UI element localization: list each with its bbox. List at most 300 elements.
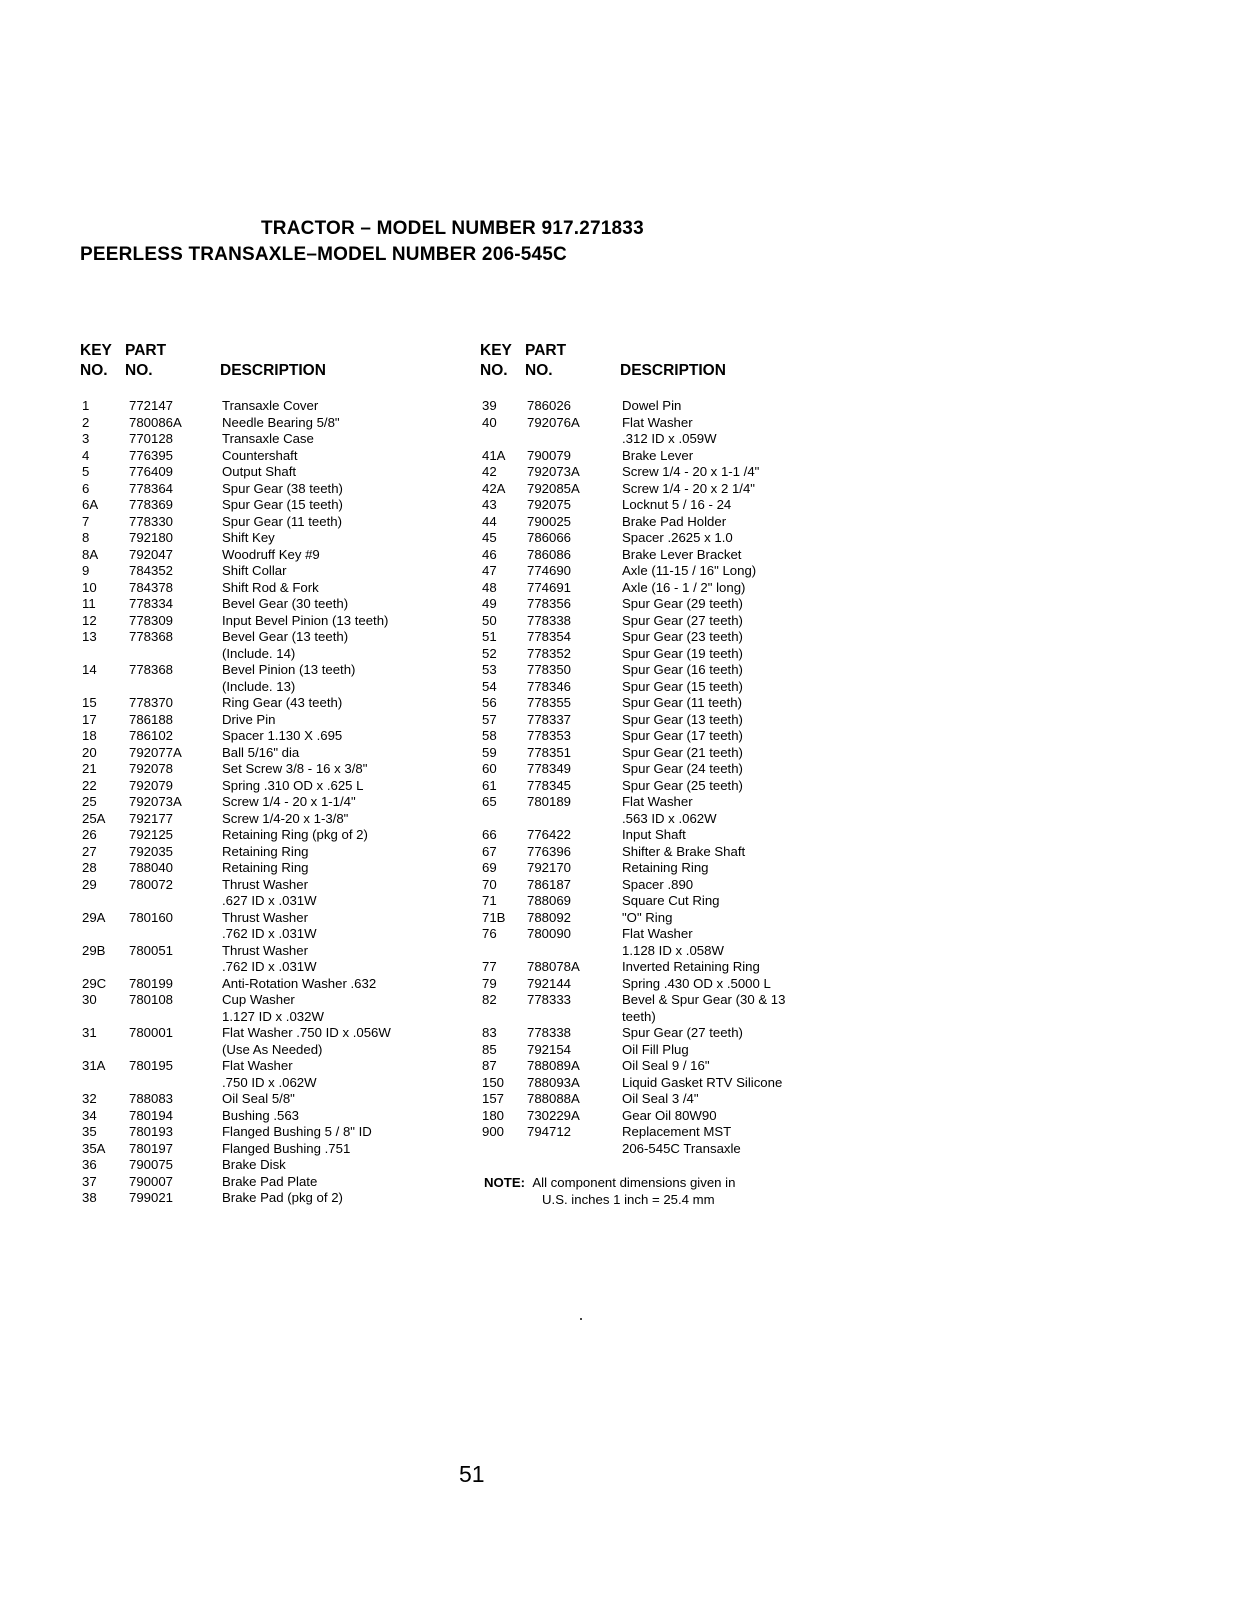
- table-row: [480, 959, 900, 976]
- part-no: 778353: [527, 728, 572, 743]
- part-no: 792154: [527, 1041, 572, 1057]
- part-no: 774690: [527, 563, 572, 578]
- part-header-no: NO.: [525, 362, 553, 379]
- description: Drive Pin: [222, 711, 276, 727]
- part-no: 780189: [527, 794, 572, 809]
- part-no: 778337: [527, 711, 572, 727]
- key-no: 61: [482, 777, 497, 793]
- description: Spring .430 OD x .5000 L: [622, 975, 771, 991]
- description: .750 ID x .062W: [222, 1074, 317, 1090]
- table-row: [80, 778, 480, 795]
- table-row: [80, 860, 480, 877]
- part-no: 778351: [527, 744, 572, 760]
- table-row: [80, 811, 480, 828]
- description: Flat Washer: [622, 414, 693, 430]
- key-no: 66: [482, 827, 497, 842]
- table-row: [480, 1042, 900, 1059]
- description: Woodruff Key #9: [222, 546, 320, 562]
- description: Spacer .890: [622, 876, 694, 892]
- description: Spur Gear (21 teeth): [622, 744, 743, 760]
- table-row: [480, 1009, 900, 1026]
- description: Shifter & Brake Shaft: [622, 843, 746, 859]
- parts-table-left: [80, 342, 480, 1207]
- part-no: 792177: [129, 810, 174, 826]
- key-no: 11: [82, 596, 96, 611]
- description: Transaxle Case: [222, 431, 314, 446]
- table-row: [480, 745, 900, 762]
- table-row: [480, 1141, 900, 1158]
- description: Ring Gear (43 teeth): [222, 695, 343, 710]
- part-no: 780086A: [129, 414, 182, 430]
- part-no: 780160: [129, 909, 174, 925]
- part-no: 778309: [129, 612, 174, 628]
- key-header-no: NO.: [80, 362, 108, 379]
- description: Spur Gear (24 teeth): [622, 761, 743, 776]
- description: Retaining Ring: [622, 860, 709, 875]
- key-no: 7: [82, 513, 90, 529]
- key-no: 10: [82, 579, 97, 595]
- part-no: 774691: [527, 579, 572, 595]
- description-header: DESCRIPTION: [220, 362, 326, 379]
- table-row: [80, 398, 480, 415]
- table-row: [480, 761, 900, 778]
- table-row: [480, 530, 900, 547]
- key-no: 40: [482, 414, 497, 430]
- key-no: 6: [82, 480, 90, 496]
- table-row: [480, 1075, 900, 1092]
- part-no: 780001: [129, 1025, 174, 1040]
- key-no: 17: [82, 711, 97, 727]
- key-no: 2: [82, 414, 90, 430]
- table-row: [80, 1108, 480, 1125]
- table-row: [80, 481, 480, 498]
- part-no: 778334: [129, 596, 174, 611]
- table-row: [80, 827, 480, 844]
- description: Countershaft: [222, 447, 298, 463]
- part-no: 792144: [527, 975, 572, 991]
- part-no: 792035: [129, 843, 174, 859]
- key-no: 58: [482, 728, 497, 743]
- description: Inverted Retaining Ring: [622, 959, 760, 974]
- key-no: 28: [82, 860, 97, 875]
- note-line2: U.S. inches 1 inch = 25.4 mm: [542, 1192, 715, 1207]
- description: Shift Rod & Fork: [222, 579, 319, 595]
- part-no: 778338: [527, 1025, 572, 1040]
- table-row: [80, 695, 480, 712]
- key-no: 87: [482, 1058, 497, 1073]
- part-no: 780051: [129, 942, 174, 958]
- description: .762 ID x .031W: [222, 959, 317, 974]
- table-row: [480, 464, 900, 481]
- key-header-no: NO.: [480, 362, 508, 379]
- table-row: [80, 431, 480, 448]
- table-row: [480, 778, 900, 795]
- key-no: 25: [82, 794, 97, 809]
- part-no: 776395: [129, 447, 174, 463]
- table-row: [80, 1091, 480, 1108]
- table-row: [480, 860, 900, 877]
- key-no: 32: [82, 1091, 97, 1106]
- key-no: 31A: [82, 1058, 106, 1073]
- part-no: 788078A: [527, 959, 580, 974]
- key-no: 6A: [82, 497, 99, 512]
- key-no: 41A: [482, 447, 506, 463]
- part-no: 778370: [129, 695, 174, 710]
- key-no: 29A: [82, 909, 106, 925]
- table-row: [80, 1190, 480, 1207]
- table-row: [80, 926, 480, 943]
- part-no: 784378: [129, 579, 174, 595]
- description: Spur Gear (15 teeth): [222, 497, 343, 512]
- table-row: [80, 1157, 480, 1174]
- description: Replacement MST: [622, 1124, 732, 1139]
- part-no: 786102: [129, 728, 174, 743]
- table-row: [80, 679, 480, 696]
- description: Axle (11-15 / 16" Long): [622, 563, 757, 578]
- part-no: 788083: [129, 1091, 174, 1106]
- key-no: 49: [482, 596, 497, 611]
- table-row: [80, 563, 480, 580]
- description: Anti-Rotation Washer .632: [222, 975, 377, 991]
- part-no: 792180: [129, 530, 174, 545]
- part-no: 778330: [129, 513, 174, 529]
- description: Spur Gear (38 teeth): [222, 480, 343, 496]
- table-row: [480, 695, 900, 712]
- description: Spur Gear (23 teeth): [622, 629, 743, 644]
- description: Flat Washer: [222, 1058, 293, 1073]
- key-no: 36: [82, 1157, 97, 1172]
- table-row: [480, 794, 900, 811]
- description: Spur Gear (27 teeth): [622, 1025, 743, 1040]
- table-row: [80, 910, 480, 927]
- description: Axle (16 - 1 / 2" long): [622, 579, 746, 595]
- part-no: 770128: [129, 431, 174, 446]
- key-no: 34: [82, 1107, 97, 1123]
- description: Dowel Pin: [622, 398, 682, 413]
- description: Oil Seal 3 /4": [622, 1091, 699, 1106]
- table-row: [80, 976, 480, 993]
- key-no: 54: [482, 678, 497, 694]
- table-row: [480, 563, 900, 580]
- part-no: 780090: [527, 926, 572, 941]
- part-no: 778368: [129, 629, 174, 644]
- description: Thrust Washer: [222, 876, 308, 892]
- part-no: 792076A: [527, 414, 580, 430]
- table-row: [80, 893, 480, 910]
- description: Thrust Washer: [222, 942, 308, 958]
- description: Spur Gear (11 teeth): [222, 513, 342, 529]
- description: Bevel Gear (30 teeth): [222, 596, 349, 611]
- part-no: 778350: [527, 662, 572, 677]
- key-no: 13: [82, 629, 97, 644]
- table-row: [480, 415, 900, 432]
- description: Brake Pad Plate: [222, 1173, 318, 1189]
- key-no: 20: [82, 744, 97, 760]
- part-no: 784352: [129, 563, 174, 578]
- description: Needle Bearing 5/8": [222, 414, 340, 430]
- table-row: [80, 761, 480, 778]
- description: Transaxle Cover: [222, 398, 319, 413]
- part-no: 730229A: [527, 1107, 580, 1123]
- table-row: [80, 943, 480, 960]
- key-no: 9: [82, 563, 90, 578]
- table-row: [80, 547, 480, 564]
- part-no: 778346: [527, 678, 572, 694]
- part-no: 788089A: [527, 1058, 580, 1073]
- key-no: 29B: [82, 942, 106, 958]
- table-row: [80, 1058, 480, 1075]
- key-no: 5: [82, 464, 90, 479]
- key-no: 60: [482, 761, 497, 776]
- table-row: [80, 794, 480, 811]
- key-no: 71B: [482, 909, 506, 925]
- table-header: [480, 342, 900, 398]
- description: Spacer .2625 x 1.0: [622, 530, 733, 545]
- description: Cup Washer: [222, 992, 295, 1007]
- key-no: 157: [482, 1091, 505, 1106]
- part-no: 792073A: [129, 794, 182, 809]
- key-no: 51: [482, 629, 497, 644]
- page-title: TRACTOR – MODEL NUMBER 917.271833: [261, 218, 644, 239]
- key-no: 42: [482, 464, 497, 479]
- table-row: [80, 1174, 480, 1191]
- table-row: [80, 1075, 480, 1092]
- part-no: 778333: [527, 992, 572, 1007]
- description: Brake Disk: [222, 1157, 286, 1172]
- part-no: 786086: [527, 546, 572, 562]
- description: 206-545C Transaxle: [622, 1140, 741, 1156]
- table-row: [480, 1124, 900, 1141]
- table-row: [480, 893, 900, 910]
- key-no: 31: [82, 1025, 97, 1040]
- description: Flat Washer: [622, 794, 693, 809]
- description: Oil Seal 9 / 16": [622, 1058, 710, 1073]
- part-no: 792073A: [527, 464, 580, 479]
- table-row: [480, 1058, 900, 1075]
- part-no: 790079: [527, 447, 572, 463]
- description: Bevel Gear (13 teeth): [222, 629, 349, 644]
- part-no: 790025: [527, 513, 572, 529]
- key-no: 29C: [82, 975, 107, 991]
- description: Spur Gear (16 teeth): [622, 662, 743, 677]
- table-row: [480, 943, 900, 960]
- description: Shift Key: [222, 530, 275, 545]
- part-no: 792085A: [527, 480, 580, 496]
- key-no: 12: [82, 612, 97, 628]
- description: Spacer 1.130 X .695: [222, 728, 343, 743]
- parts-table-right: [480, 342, 900, 1157]
- description: Screw 1/4 - 20 x 2 1/4": [622, 480, 755, 496]
- description: Liquid Gasket RTV Silicone: [622, 1074, 783, 1090]
- table-row: [480, 629, 900, 646]
- key-no: 8: [82, 530, 90, 545]
- part-no: 780195: [129, 1058, 174, 1073]
- table-row: [80, 646, 480, 663]
- description: Spur Gear (19 teeth): [622, 645, 743, 661]
- key-no: 46: [482, 546, 497, 562]
- note-line1: All component dimensions given in: [532, 1175, 736, 1190]
- description: Screw 1/4-20 x 1-3/8": [222, 810, 349, 826]
- part-no: 780194: [129, 1107, 174, 1123]
- description: Screw 1/4 - 20 x 1-1/4": [222, 794, 356, 809]
- table-row: [480, 844, 900, 861]
- page-number: 51: [459, 1461, 485, 1487]
- part-no: 790007: [129, 1173, 174, 1189]
- part-no: 772147: [129, 398, 174, 413]
- table-row: [480, 448, 900, 465]
- note: [484, 1174, 735, 1208]
- description: Brake Pad Holder: [622, 513, 727, 529]
- key-no: 18: [82, 728, 97, 743]
- part-header: PART: [525, 342, 567, 359]
- part-no: 788088A: [527, 1091, 580, 1106]
- key-no: 79: [482, 975, 497, 991]
- table-row: [480, 1091, 900, 1108]
- part-no: 776409: [129, 464, 174, 479]
- key-no: 77: [482, 959, 497, 974]
- key-no: 52: [482, 645, 497, 661]
- table-row: [480, 398, 900, 415]
- table-row: [80, 1141, 480, 1158]
- table-row: [80, 530, 480, 547]
- description: Bevel Pinion (13 teeth): [222, 662, 356, 677]
- part-no: 780199: [129, 975, 174, 991]
- key-no: 70: [482, 876, 497, 892]
- table-row: [480, 596, 900, 613]
- description: Spur Gear (11 teeth): [622, 695, 742, 710]
- key-no: 57: [482, 711, 497, 727]
- description: Flat Washer: [622, 926, 693, 941]
- table-row: [80, 877, 480, 894]
- part-no: 792079: [129, 777, 174, 793]
- table-row: [480, 514, 900, 531]
- key-no: 35A: [82, 1140, 106, 1156]
- table-row: [80, 464, 480, 481]
- description: Retaining Ring: [222, 860, 309, 875]
- table-row: [80, 596, 480, 613]
- key-no: 22: [82, 777, 97, 793]
- table-row: [480, 547, 900, 564]
- key-header: KEY: [80, 342, 112, 359]
- description: 1.127 ID x .032W: [222, 1008, 324, 1024]
- description: Retaining Ring: [222, 843, 309, 859]
- key-no: 47: [482, 563, 497, 578]
- table-row: [80, 844, 480, 861]
- description: Input Shaft: [622, 827, 686, 842]
- part-no: 786188: [129, 711, 174, 727]
- key-no: 59: [482, 744, 497, 760]
- description: Ball 5/16" dia: [222, 744, 300, 760]
- description: (Include. 13): [222, 678, 296, 694]
- key-no: 48: [482, 579, 497, 595]
- key-no: 71: [482, 893, 497, 908]
- part-no: 788092: [527, 909, 572, 925]
- description-header: DESCRIPTION: [620, 362, 726, 379]
- key-no: 27: [82, 843, 97, 859]
- key-no: 50: [482, 612, 497, 628]
- description: Flat Washer .750 ID x .056W: [222, 1025, 391, 1040]
- description: Thrust Washer: [222, 909, 308, 925]
- table-row: [480, 1025, 900, 1042]
- part-no: 776396: [527, 843, 572, 859]
- part-no: 778356: [527, 596, 572, 611]
- key-no: 4: [82, 447, 90, 463]
- table-row: [480, 877, 900, 894]
- part-no: 786187: [527, 876, 572, 892]
- key-no: 14: [82, 662, 97, 677]
- description: Spur Gear (15 teeth): [622, 678, 743, 694]
- table-row: [480, 431, 900, 448]
- description: Set Screw 3/8 - 16 x 3/8": [222, 761, 368, 776]
- description: Locknut 5 / 16 - 24: [622, 497, 732, 512]
- table-row: [480, 497, 900, 514]
- key-no: 1: [82, 398, 90, 413]
- description: (Use As Needed): [222, 1041, 323, 1057]
- key-no: 42A: [482, 480, 506, 496]
- table-row: [80, 497, 480, 514]
- part-no: 792125: [129, 827, 174, 842]
- table-row: [80, 1025, 480, 1042]
- table-row: [80, 712, 480, 729]
- key-no: 30: [82, 992, 97, 1007]
- table-row: [480, 1108, 900, 1125]
- part-no: 788093A: [527, 1074, 580, 1090]
- description: Brake Pad (pkg of 2): [222, 1190, 343, 1205]
- key-no: 38: [82, 1190, 97, 1205]
- key-no: 43: [482, 497, 497, 512]
- part-no: 780108: [129, 992, 174, 1007]
- part-no: 778345: [527, 777, 572, 793]
- page-subtitle: PEERLESS TRANSAXLE–MODEL NUMBER 206-545C: [80, 244, 567, 265]
- part-no: 778349: [527, 761, 572, 776]
- table-row: [80, 514, 480, 531]
- part-no: 788040: [129, 860, 174, 875]
- key-no: 56: [482, 695, 497, 710]
- description: Retaining Ring (pkg of 2): [222, 827, 368, 842]
- scan-speck: [580, 1318, 582, 1320]
- description: .627 ID x .031W: [222, 893, 317, 908]
- table-row: [480, 646, 900, 663]
- key-no: 180: [482, 1107, 505, 1123]
- key-no: 69: [482, 860, 497, 875]
- description: Brake Lever Bracket: [622, 546, 742, 562]
- description: Bushing .563: [222, 1107, 299, 1123]
- note-label: NOTE:: [484, 1175, 526, 1190]
- part-no: 786026: [527, 398, 572, 413]
- key-no: 29: [82, 876, 97, 892]
- key-no: 53: [482, 662, 497, 677]
- table-header: [80, 342, 480, 398]
- key-no: 21: [82, 761, 97, 776]
- part-no: 778338: [527, 612, 572, 628]
- key-header: KEY: [480, 342, 512, 359]
- table-row: [80, 415, 480, 432]
- key-no: 150: [482, 1074, 505, 1090]
- key-no: 39: [482, 398, 497, 413]
- part-no: 799021: [129, 1190, 174, 1205]
- part-no: 778364: [129, 480, 174, 496]
- description: Bevel & Spur Gear (30 & 13: [622, 992, 786, 1007]
- description: 1.128 ID x .058W: [622, 942, 724, 958]
- description: .312 ID x .059W: [622, 431, 717, 446]
- key-no: 3: [82, 431, 90, 446]
- table-row: [480, 728, 900, 745]
- table-row: [80, 613, 480, 630]
- description: Spur Gear (13 teeth): [622, 711, 743, 727]
- key-no: 35: [82, 1124, 97, 1139]
- table-row: [80, 992, 480, 1009]
- description: Gear Oil 80W90: [622, 1107, 717, 1123]
